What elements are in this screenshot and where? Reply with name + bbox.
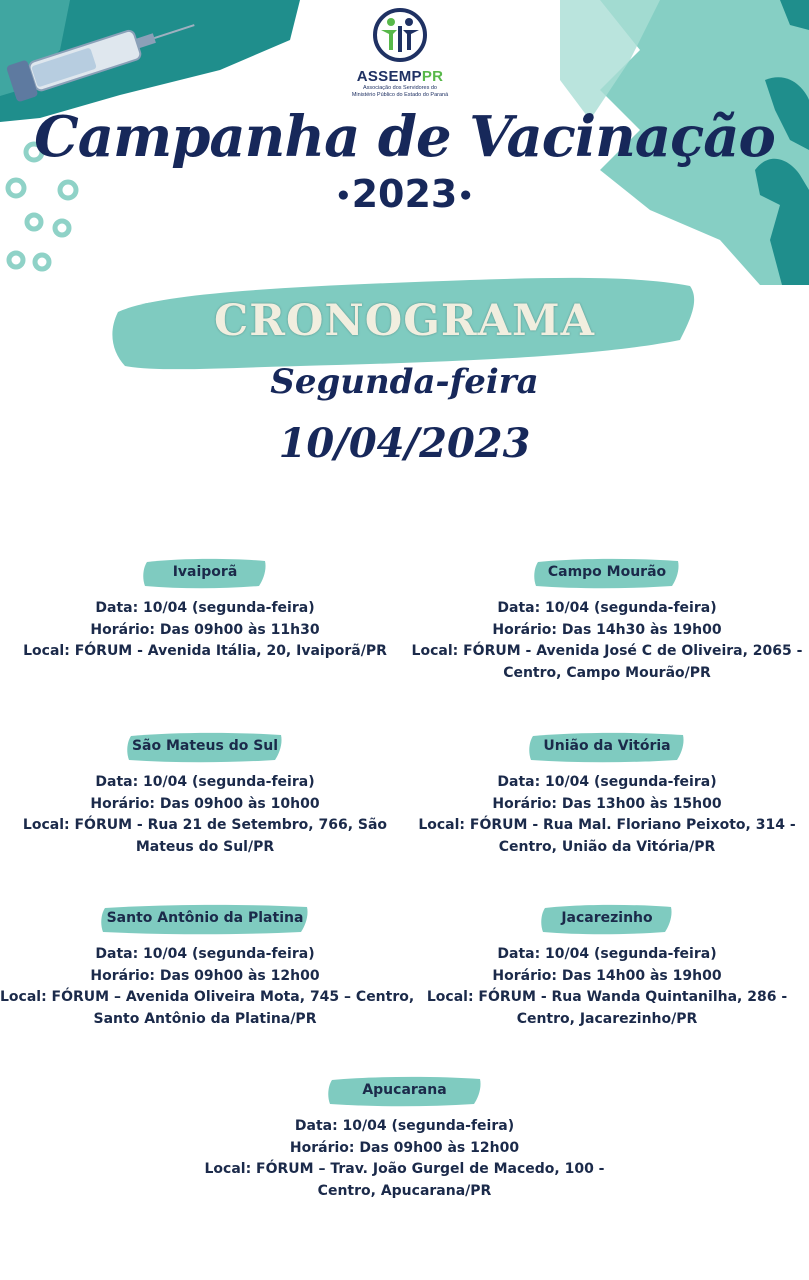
schedule-date: 10/04/2023 bbox=[278, 420, 531, 467]
location-date: Data: 10/04 (segunda-feira) bbox=[497, 774, 717, 790]
location-time: Horário: Das 09h00 às 12h00 bbox=[289, 1139, 520, 1156]
location-name: Apucarana bbox=[362, 1082, 447, 1098]
bullet-icon: • bbox=[334, 181, 352, 212]
location-time: Horário: Das 09h00 às 11h30 bbox=[90, 621, 320, 638]
location-card bbox=[0, 556, 410, 663]
schedule-title: CRONOGRAMA bbox=[214, 296, 595, 346]
campaign-year-wrap bbox=[0, 172, 809, 216]
location-name: Santo Antônio da Platina bbox=[106, 910, 304, 926]
location-card bbox=[405, 902, 809, 1030]
location-time: Horário: Das 09h00 às 12h00 bbox=[90, 967, 320, 984]
location-address: Local: FÓRUM - Avenida José C de Oliveira, 2065 - bbox=[411, 643, 803, 659]
bullet-icon: • bbox=[457, 181, 474, 212]
location-name: São Mateus do Sul bbox=[131, 738, 279, 754]
location-name: Jacarezinho bbox=[561, 910, 653, 926]
location-time: Horário: Das 14h00 às 19h00 bbox=[492, 967, 722, 984]
location-card bbox=[405, 730, 809, 858]
location-address-cont: Centro, União da Vitória/PR bbox=[498, 838, 716, 855]
location-card bbox=[0, 902, 415, 1030]
logo bbox=[340, 4, 460, 99]
logo-wordmark: ASSEMPPR bbox=[356, 68, 444, 85]
location-name: União da Vitória bbox=[543, 738, 671, 754]
location-address: Local: FÓRUM – Avenida Oliveira Mota, 745 – Centro, bbox=[0, 989, 415, 1005]
location-address-cont: Centro, Jacarezinho/PR bbox=[516, 1010, 698, 1027]
location-time: Horário: Das 14h30 às 19h00 bbox=[492, 621, 722, 638]
location-address: Local: FÓRUM - Rua Wanda Quintanilha, 286 - bbox=[426, 989, 788, 1005]
location-date: Data: 10/04 (segunda-feira) bbox=[497, 946, 717, 962]
location-name: Campo Mourão bbox=[547, 564, 667, 580]
location-card bbox=[160, 1074, 649, 1202]
logo-subtitle-2: Ministério Público do Estado do Paraná bbox=[351, 92, 449, 98]
location-date: Data: 10/04 (segunda-feira) bbox=[95, 600, 315, 616]
campaign-year: 2023 bbox=[351, 172, 458, 216]
assemp-logo-icon bbox=[371, 4, 429, 66]
location-address: Local: FÓRUM - Rua 21 de Setembro, 766, São bbox=[22, 817, 388, 833]
location-address: Local: FÓRUM - Rua Mal. Floriano Peixoto, 314 - bbox=[418, 817, 796, 833]
location-date: Data: 10/04 (segunda-feira) bbox=[95, 774, 315, 790]
logo-subtitle-1: Associação dos Servidores do bbox=[363, 85, 437, 91]
schedule-day: Segunda-feira bbox=[270, 362, 539, 402]
location-card bbox=[405, 556, 809, 684]
location-date: Data: 10/04 (segunda-feira) bbox=[497, 600, 717, 616]
campaign-title: Campanha de Vacinação bbox=[34, 104, 775, 170]
location-date: Data: 10/04 (segunda-feira) bbox=[294, 1118, 515, 1134]
location-address: Local: FÓRUM - Avenida Itália, 20, Ivaiporã/PR bbox=[23, 643, 387, 659]
location-address-cont: Centro, Apucarana/PR bbox=[317, 1182, 492, 1199]
location-date: Data: 10/04 (segunda-feira) bbox=[95, 946, 315, 962]
location-address-cont: Centro, Campo Mourão/PR bbox=[503, 664, 711, 681]
location-card bbox=[0, 730, 410, 858]
location-address-cont: Mateus do Sul/PR bbox=[135, 838, 275, 855]
location-name: Ivaiporã bbox=[172, 564, 238, 580]
location-address: Local: FÓRUM – Trav. João Gurgel de Macedo, 100 - bbox=[204, 1161, 605, 1177]
location-address-cont: Santo Antônio da Platina/PR bbox=[93, 1010, 317, 1027]
location-time: Horário: Das 09h00 às 10h00 bbox=[90, 795, 320, 812]
location-time: Horário: Das 13h00 às 15h00 bbox=[492, 795, 722, 812]
